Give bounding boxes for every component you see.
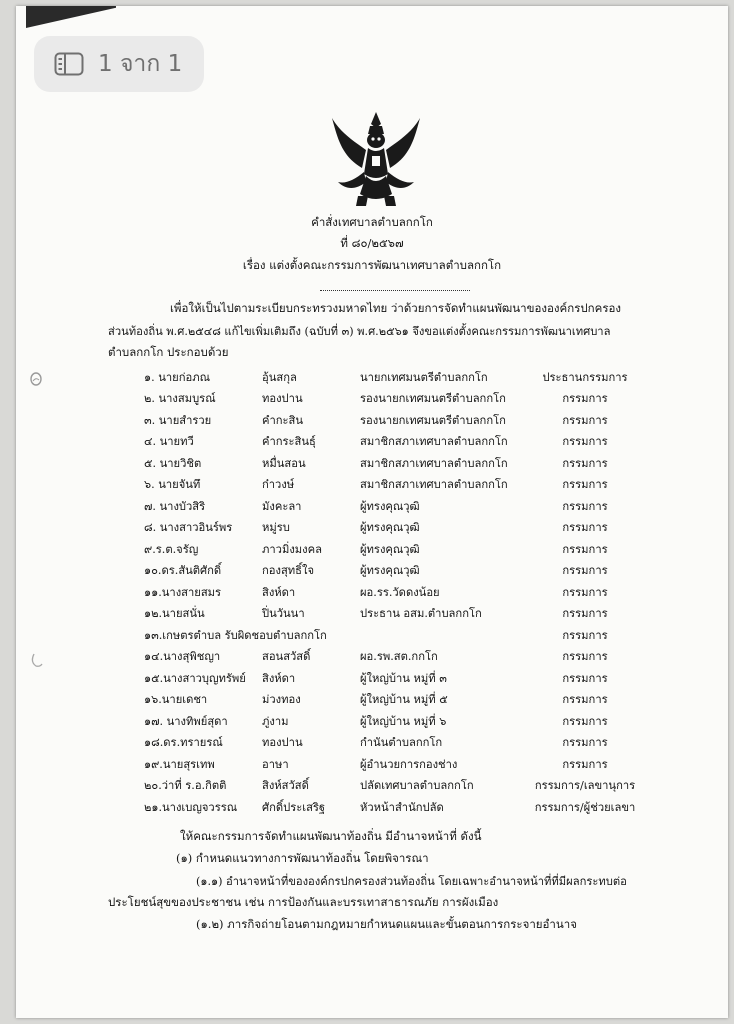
document-pages-icon (54, 52, 84, 76)
member-name: ๖. นายจันทึ (144, 478, 201, 491)
scan-artifact-mark (28, 370, 44, 388)
member-surname: มังคะลา (262, 500, 302, 513)
page-indicator-label: 1 จาก 1 (98, 51, 183, 77)
member-role: กรรมการ (562, 500, 608, 513)
member-role: กรรมการ/ผู้ช่วยเลขา (534, 801, 636, 814)
member-role: กรรมการ (562, 715, 608, 728)
member-name: ๑๐.ดร.สันติศักดิ์ (144, 564, 222, 577)
member-role: กรรมการ (562, 758, 608, 771)
member-surname: คำกระสินธุ์ (262, 435, 316, 448)
member-row (16, 518, 728, 538)
member-position: หัวหน้าสำนักปลัด (360, 801, 444, 814)
duty-item-1-2: (๑.๒) ภารกิจถ่ายโอนตามกฎหมายกำหนดแผนและขั้นตอนการกระจายอำนาจ (196, 917, 577, 931)
member-surname: ม่วงทอง (262, 693, 301, 706)
member-name: ๒. นางสมบูรณ์ (144, 392, 216, 405)
member-name: ๑. นายก่อภณ (144, 371, 210, 384)
member-position: ผู้ทรงคุณวุฒิ (360, 543, 420, 556)
member-position: ผอ.รร.วัดดงน้อย (360, 586, 440, 599)
member-name: ๑๕.นางสาวบุญทรัพย์ (144, 672, 246, 685)
member-row (16, 733, 728, 753)
member-position: รองนายกเทศมนตรีตำบลกกโก (360, 392, 506, 405)
member-row (16, 712, 728, 732)
member-name: ๘. นางสาวอินร์พร (144, 521, 233, 534)
member-name: ๑๖.นายเดชา (144, 693, 208, 706)
intro-line-3: ตำบลกกโก ประกอบด้วย (108, 345, 229, 359)
intro-line-1: เพื่อให้เป็นไปตามระเบียบกระทรวงมหาดไทย ว่าด้วยการจัดทำแผนพัฒนาขององค์กรปกครอง (170, 301, 622, 315)
member-role: กรรมการ (562, 672, 608, 685)
member-name: ๑๗. นางทิพย์สุดา (144, 715, 228, 728)
member-row (16, 604, 728, 624)
member-name: ๑๘.ดร.ทรายรณ์ (144, 736, 223, 749)
member-surname: สิงห์ดา (262, 672, 296, 685)
member-row (16, 389, 728, 409)
member-surname: ศักดิ์ประเสริฐ (262, 801, 326, 814)
duty-item-1: (๑) กำหนดแนวทางการพัฒนาท้องถิ่น โดยพิจารณา (176, 851, 429, 865)
member-name: ๒๐.ว่าที่ ร.อ.กิตติ (144, 779, 227, 792)
member-surname: ทองปาน (262, 392, 303, 405)
member-surname: ภู่งาม (262, 715, 289, 728)
member-row (16, 368, 728, 388)
member-position: ผู้ใหญ่บ้าน หมู่ที่ ๕ (360, 693, 448, 706)
member-surname: อาษา (262, 758, 289, 771)
page-indicator[interactable] (34, 36, 204, 92)
member-role: กรรมการ (562, 521, 608, 534)
member-role: กรรมการ (562, 478, 608, 491)
member-position: ผู้ทรงคุณวุฒิ (360, 521, 420, 534)
member-surname: คำกะสิน (262, 414, 304, 427)
header-divider (320, 290, 470, 291)
member-position: ผู้ทรงคุณวุฒิ (360, 500, 420, 513)
garuda-emblem (328, 110, 424, 212)
member-row (16, 647, 728, 667)
member-role: กรรมการ (562, 650, 608, 663)
member-name: ๒๑.นางเบญจวรรณ (144, 801, 238, 814)
member-role: กรรมการ (562, 693, 608, 706)
member-name: ๕. นายวิชิต (144, 457, 202, 470)
member-surname: สิงห์ดา (262, 586, 296, 599)
order-subject: เรื่อง แต่งตั้งคณะกรรมการพัฒนาเทศบาลตำบลกกโก (242, 258, 502, 272)
member-surname: ปิ่นวันนา (262, 607, 305, 620)
intro-line-2: ส่วนท้องถิ่น พ.ศ.๒๕๔๘ แก้ไขเพิ่มเติมถึง (ฉบับที่ ๓) พ.ศ.๒๕๖๑ จึงขอแต่งตั้งคณะกรรมการพัฒนาเทศบาล (108, 325, 611, 338)
member-surname: อุ้นสกุล (262, 371, 297, 384)
member-row (16, 669, 728, 689)
member-row (16, 690, 728, 710)
member-name: ๔. นายทวี (144, 435, 194, 448)
member-surname: หมู่รบ (262, 521, 290, 534)
member-position: ประธาน อสม.ตำบลกกโก (360, 607, 482, 620)
member-row (16, 561, 728, 581)
member-name: ๑๒.นายสนั่น (144, 607, 205, 620)
member-role: กรรมการ (562, 414, 608, 427)
member-name: ๑๑.นางสายสมร (144, 586, 222, 599)
order-number: ที่ ๘๐/๒๕๖๗ (340, 236, 404, 250)
member-role: กรรมการ (562, 457, 608, 470)
duty-item-1-1-line1: (๑.๑) อำนาจหน้าที่ขององค์กรปกครองส่วนท้องถิ่น โดยเฉพาะอำนาจหน้าที่ที่มีผลกระทบต่อ (196, 875, 627, 888)
member-role: กรรมการ (562, 392, 608, 405)
member-name: ๑๓.เกษตรตำบล รับผิดชอบตำบลกกโก (144, 629, 327, 642)
member-position: สมาชิกสภาเทศบาลตำบลกกโก (360, 435, 508, 448)
member-position: สมาชิกสภาเทศบาลตำบลกกโก (360, 457, 508, 470)
member-role: กรรมการ (562, 607, 608, 620)
member-position: นายกเทศมนตรีตำบลกกโก (360, 371, 488, 384)
member-row (16, 583, 728, 603)
order-issuer: คำสั่งเทศบาลตำบลกกโก (311, 215, 433, 229)
member-role: กรรมการ (562, 564, 608, 577)
member-role: กรรมการ (562, 543, 608, 556)
member-row (16, 755, 728, 775)
member-role: กรรมการ/เลขานุการ (534, 779, 636, 792)
member-surname: ทองปาน (262, 736, 303, 749)
member-position: ผู้ใหญ่บ้าน หมู่ที่ ๓ (360, 672, 447, 685)
member-position: ผู้ทรงคุณวุฒิ (360, 564, 420, 577)
duty-item-1-1-line2: ประโยชน์สุขของประชาชน เช่น การป้องกันและบรรเทาสาธารณภัย การผังเมือง (108, 895, 499, 909)
member-position: สมาชิกสภาเทศบาลตำบลกกโก (360, 478, 508, 491)
scan-artifact-mark (30, 652, 44, 668)
member-position: ผอ.รพ.สต.กกโก (360, 650, 438, 663)
member-name: ๙.ร.ต.จรัญ (144, 543, 199, 556)
member-surname: หมื่นสอน (262, 457, 306, 470)
member-row (16, 497, 728, 517)
member-row (16, 798, 728, 818)
member-name: ๑๔.นางสุพิชญา (144, 650, 221, 663)
member-row (16, 626, 728, 646)
member-row (16, 475, 728, 495)
member-role: กรรมการ (562, 736, 608, 749)
scan-corner-mark (26, 6, 116, 28)
member-surname: กองสุทธิ์ใจ (262, 564, 315, 577)
member-role: กรรมการ (562, 435, 608, 448)
member-position: กำนันตำบลกกโก (360, 736, 443, 749)
member-name: ๗. นางบัวสิริ (144, 500, 206, 513)
member-position: รองนายกเทศมนตรีตำบลกกโก (360, 414, 506, 427)
member-surname: สอนสวัสดิ์ (262, 650, 311, 663)
member-row (16, 432, 728, 452)
duties-intro: ให้คณะกรรมการจัดทำแผนพัฒนาท้องถิ่น มีอำนาจหน้าที่ ดังนี้ (180, 829, 482, 843)
member-surname: สิงห์สวัสดิ์ (262, 779, 309, 792)
member-row (16, 776, 728, 796)
member-row (16, 411, 728, 431)
member-position: ผู้อำนวยการกองช่าง (360, 758, 458, 771)
member-position: ปลัดเทศบาลตำบลกกโก (360, 779, 474, 792)
member-position: ผู้ใหญ่บ้าน หมู่ที่ ๖ (360, 715, 447, 728)
member-row (16, 454, 728, 474)
member-name: ๑๙.นายสุรเทพ (144, 758, 215, 771)
member-role: กรรมการ (562, 629, 608, 642)
member-surname: ภาวมิ่งมงคล (262, 543, 322, 556)
document-page (16, 6, 728, 1018)
member-surname: ก๋าวงษ์ (262, 478, 295, 491)
member-role: กรรมการ (562, 586, 608, 599)
member-role: ประธานกรรมการ (542, 371, 628, 384)
member-row (16, 540, 728, 560)
member-name: ๓. นายสำรวย (144, 414, 212, 427)
